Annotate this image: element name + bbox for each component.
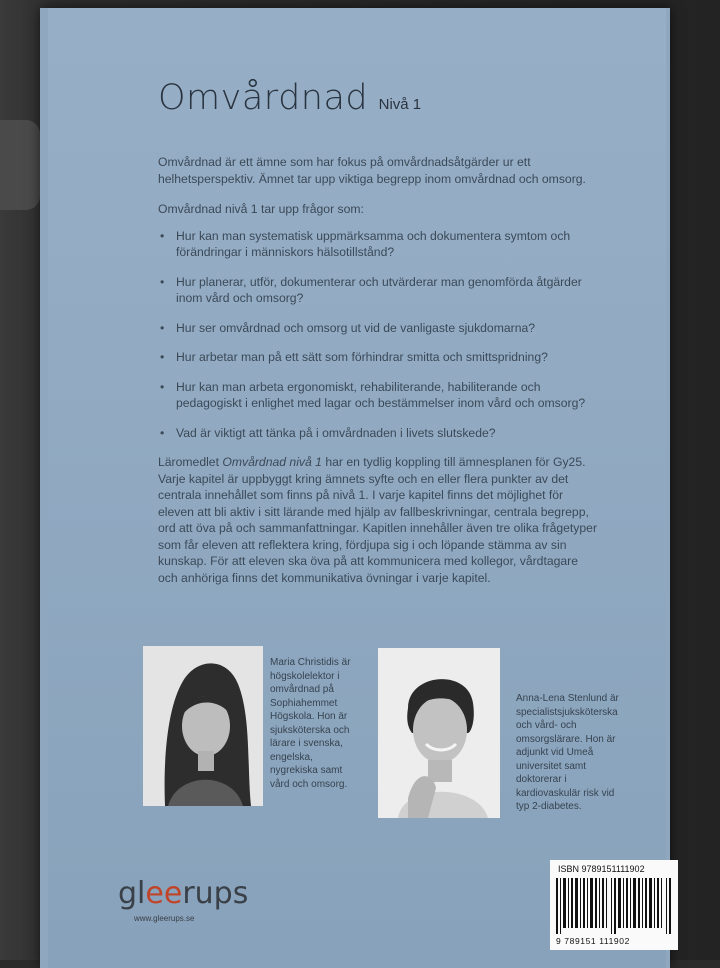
binder-clip bbox=[0, 120, 40, 210]
question-list bbox=[158, 228, 598, 442]
isbn-number: 9 789151 111902 bbox=[556, 936, 630, 946]
author-bio-2: Anna-Lena Stenlund är specialistsjuksköterska och vård- och omsorgslärare. Hon är adjunkt vid Umeå universitet samt doktorerar i kardiovaskulär risk vid typ 2-diabetes. bbox=[516, 693, 619, 812]
list-item: • Hur kan man arbeta ergonomiskt, rehabiliterande, habiliterande och pedagogiskt i enlighet med lagar och bestämmelser inom vård och omsorg? bbox=[158, 379, 598, 412]
publisher-url: www.gleerups.se bbox=[134, 914, 195, 923]
logo-part-3: rups bbox=[182, 876, 249, 911]
summary-title: Omvårdnad nivå 1 bbox=[222, 455, 322, 469]
logo-part-1: gl bbox=[118, 876, 146, 911]
isbn-text: ISBN 9789151111902 bbox=[558, 864, 645, 874]
questions-lead: Omvårdnad nivå 1 tar upp frågor som: bbox=[158, 202, 364, 216]
description bbox=[158, 154, 598, 600]
list-item: • Hur arbetar man på ett sätt som förhindrar smitta och smittspridning? bbox=[158, 349, 598, 366]
barcode-icon bbox=[556, 878, 672, 934]
title-row bbox=[158, 78, 421, 118]
author-bio-1: Maria Christidis är högskolelektor i omvårdnad på Sophiahemmet Högskola. Hon är sjuksköterska och lärare i svenska, engelska, nygrekiska samt vård och omsorg. bbox=[270, 657, 351, 790]
list-item: • Vad är viktigt att tänka på i omvårdnaden i livets slutskede? bbox=[158, 425, 598, 442]
isbn-barcode-label bbox=[550, 860, 678, 950]
book-back-cover bbox=[40, 8, 670, 968]
intro-paragraph: Omvårdnad är ett ämne som har fokus på omvårdnadsåtgärder ur ett helhetsperspektiv. Ämnet tar upp viktiga begrepp inom omvårdnad och omsorg. bbox=[158, 155, 586, 186]
summary-start: Läromedlet bbox=[158, 455, 223, 469]
book-level: Nivå 1 bbox=[378, 96, 422, 113]
publisher-logo bbox=[118, 876, 248, 911]
summary-rest: har en tydlig koppling till ämnesplanen för Gy25. Varje kapitel är uppbyggt kring ämnets syfte och en eller flera punkter av det centrala innehållet som finns på nivå 1. I varje kapitel finns det möjlighet för eleven att bli aktiv i sitt lärande med hjälp av fallbeskrivningar, centrala begrepp, ord att öva på och sammanfattningar. Kapitlen innehåller även tre olika frågetyper som får eleven att reflektera kring, fördjupa sig i och löpande stämma av sin kunskap. För att eleven ska öva på att kommunicera med kollegor, vårdtagare och anhöriga finns det kommunikativa övningar i varje kapitel. bbox=[158, 455, 598, 585]
logo-part-2: ee bbox=[145, 876, 183, 911]
author-portrait-2 bbox=[378, 648, 500, 818]
author-photo-maria bbox=[143, 646, 263, 806]
cover-surface bbox=[48, 8, 666, 968]
list-item: • Hur ser omvårdnad och omsorg ut vid de vanligaste sjukdomarna? bbox=[158, 320, 598, 337]
author-photo-anna-lena bbox=[378, 648, 500, 818]
list-item: • Hur planerar, utför, dokumenterar och utvärderar man genomförda åtgärder inom vård och omsorg? bbox=[158, 274, 598, 307]
list-item: • Hur kan man systematisk uppmärksamma och dokumentera symtom och förändringar i människors hälsotillstånd? bbox=[158, 228, 598, 261]
author-portrait-1 bbox=[143, 646, 263, 806]
book-title: Omvårdnad bbox=[158, 78, 369, 118]
summary-paragraph bbox=[158, 454, 598, 586]
